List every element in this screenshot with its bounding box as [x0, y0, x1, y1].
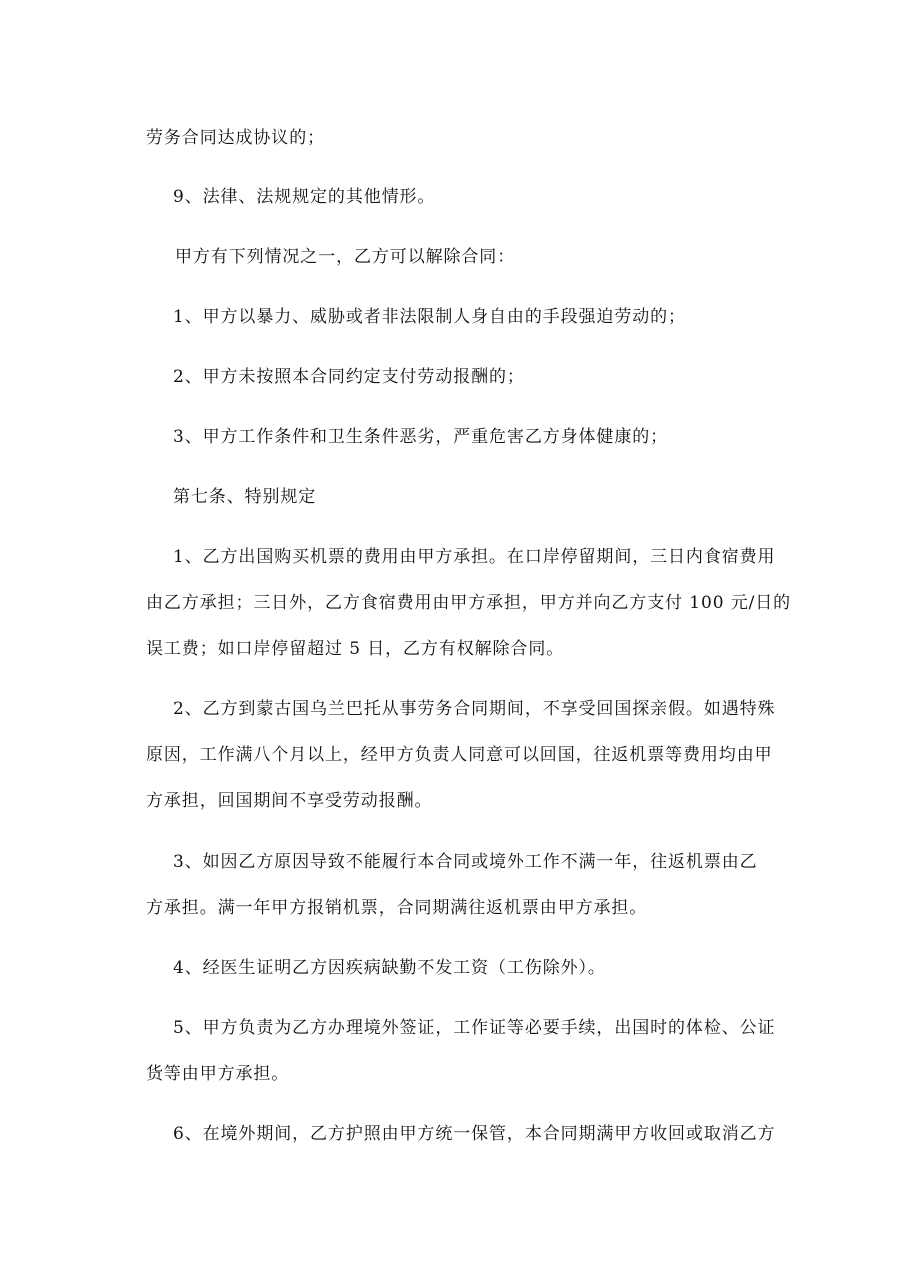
section-heading: 第七条、特别规定 — [173, 487, 317, 507]
text-line: 由乙方承担；三日外，乙方食宿费用由甲方承担，甲方并向乙方支付 100 元/日的 — [146, 593, 792, 613]
text-line: 劳务合同达成协议的； — [146, 128, 325, 148]
text-line: 5、甲方负责为乙方办理境外签证，工作证等必要手续，出国时的体检、公证 — [173, 1018, 776, 1038]
text-line: 甲方有下列情况之一，乙方可以解除合同： — [175, 247, 516, 267]
text-line: 1、甲方以暴力、威胁或者非法限制人身自由的手段强迫劳动的； — [173, 307, 686, 327]
text-line: 1、乙方出国购买机票的费用由甲方承担。在口岸停留期间，三日内食宿费用 — [173, 547, 776, 567]
text-line: 3、如因乙方原因导致不能履行本合同或境外工作不满一年，往返机票由乙 — [173, 852, 758, 872]
text-line: 误工费；如口岸停留超过 5 日，乙方有权解除合同。 — [146, 639, 565, 659]
text-line: 6、在境外期间，乙方护照由甲方统一保管，本合同期满甲方收回或取消乙方 — [173, 1124, 776, 1144]
text-line: 2、甲方未按照本合同约定支付劳动报酬的； — [173, 367, 525, 387]
text-line: 方承担，回国期间不享受劳动报酬。 — [146, 791, 433, 811]
text-line: 4、经医生证明乙方因疾病缺勤不发工资（工伤除外）。 — [173, 958, 606, 978]
text-line: 原因，工作满八个月以上，经甲方负责人同意可以回国，往返机票等费用均由甲 — [146, 745, 773, 765]
text-line: 方承担。满一年甲方报销机票，合同期满往返机票由甲方承担。 — [146, 898, 648, 918]
text-line: 货等由甲方承担。 — [146, 1064, 290, 1084]
text-line: 2、乙方到蒙古国乌兰巴托从事劳务合同期间，不享受回国探亲假。如遇特殊 — [173, 699, 776, 719]
text-line: 3、甲方工作条件和卫生条件恶劣，严重危害乙方身体健康的； — [173, 427, 669, 447]
text-line: 9、法律、法规规定的其他情形。 — [173, 187, 436, 207]
